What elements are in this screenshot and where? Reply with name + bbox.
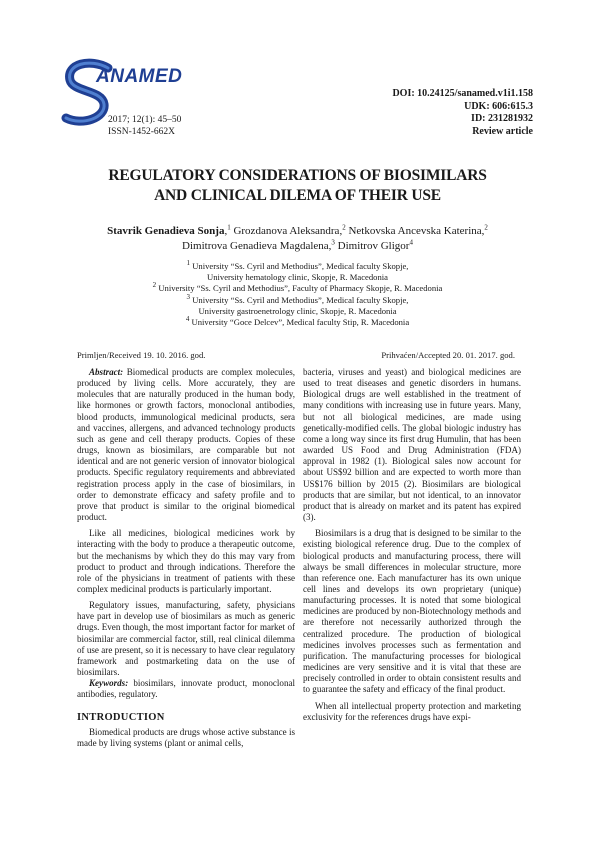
title-line-2: AND CLINICAL DILEMA OF THEIR USE xyxy=(154,187,441,204)
author-1: Stavrik Genadieva Sonja xyxy=(107,225,225,237)
affiliation-1 xyxy=(60,261,535,272)
received-date: Primljen/Received 19. 10. 2016. god. xyxy=(77,350,206,360)
accepted-date: Prihvaćen/Accepted 20. 01. 2017. god. xyxy=(381,350,515,360)
udk: UDK: 606:615.3 xyxy=(464,100,533,112)
author-4: Dimitrova Genadieva Magdalena, xyxy=(182,240,332,252)
right-column xyxy=(303,367,521,723)
intro-paragraph: Biomedical products are drugs whose active substance is made by living systems (plant or animal cells, xyxy=(77,726,295,748)
affiliation-2 xyxy=(60,283,535,294)
affiliation-1-cont: University hematology clinic, Skopje, R. Macedonia xyxy=(207,272,388,283)
affiliation-3 xyxy=(60,292,535,306)
doi: DOI: 10.24125/sanamed.v1i1.158 xyxy=(392,88,533,99)
affiliation-sup: 3 xyxy=(186,292,191,301)
abstract-paragraph-3: Regulatory issues, manufacturing, safety, physicians have part in develop use of biosimilars as much as generic drugs. Even though, the most important factor for market of biosimilar are commercial factor, still, real clinical dilemma of use are present, so it is necessary to have clear regulatory framework and postmarketing data on the use of biosimilars. xyxy=(77,600,295,678)
affiliation-sup: 4 xyxy=(185,315,190,324)
abstract-text: Biomedical products are complex molecules, produced by living cells. More accurately, they are molecules that are naturally produced in the human body, like hormones or growth factors, monoclonal antibodies, blood products, immunological medicinal products, sera and vaccines, allergens, and advanced technology products such as gene and cell therapy products. Copies of these drugs, known as biosimilars, are comparable but not identical and are not generic version of innovator biological products. Specific regulatory requirements and abbreviated registration process apply in the case of biosimilars, in order to demonstrate efficacy and safety profile and to prove that product is similar to the original biomedical product. xyxy=(77,367,295,523)
keywords-paragraph xyxy=(77,678,295,700)
journal-citation xyxy=(108,115,181,138)
article-title xyxy=(60,166,535,206)
body-paragraph-1: bacteria, viruses and yeast) and biological medicines are used to treat diseases and genetic disorders in humans. Biological drugs are well established in the treatment of many conditions with increasing use in future years. Many, but not all biological medicines, are made using genetically-modified cells. The global biologic industry has come a long way since its first drug Humulin, that has been awarded US Food and Drug Administration (FDA) approval in 1982 (1). Biological sales now account for about US$92 billion and are expected to worth more than US$176 billion by 2015 (2). Biosimilars are biological products that are similar, but not identical, to an innovator product that is already on market and its patent has expired (3). xyxy=(303,367,521,523)
issn-line: ISSN-1452-662X xyxy=(108,126,176,137)
section-heading-introduction: INTRODUCTION xyxy=(77,711,165,723)
author-2: Grozdanova Aleksandra, xyxy=(233,225,343,237)
author-2-sup: 2 xyxy=(342,223,346,232)
body-paragraph-3: When all intellectual property protection and marketing exclusivity for the references drugs have expi- xyxy=(303,700,521,722)
author-3-sup: 2 xyxy=(484,223,488,232)
author-list: Stavrik Genadieva Sonja,$^1$ Grozdanova Aleksandra,$^2$ Netkovska Ancevska Katerina,$^2$ Dimitrova Genadieva Magdalena,$^3$ Dimitrov Gligor$^4$ xyxy=(107,223,488,252)
article-id: ID: 231281932 xyxy=(471,113,533,124)
keywords-text: biosimilars, innovate product, monoclonal antibodies, regulatory. xyxy=(77,678,295,700)
author-1-sup: 1 xyxy=(227,223,231,232)
article-type: Review article xyxy=(472,125,533,137)
left-column xyxy=(77,367,295,749)
logo-wordmark: ANAMED xyxy=(96,66,183,87)
affiliation-text: University “Ss. Cyril and Methodius”, Medical faculty Skopje, xyxy=(192,261,409,271)
affiliation-sup: 2 xyxy=(152,281,157,290)
author-5-sup: 4 xyxy=(409,238,413,247)
author-5: Dimitrov Gligor xyxy=(337,240,410,252)
affiliation-text: University “Goce Delcev”, Medical faculty Stip, R. Macedonia xyxy=(191,317,410,328)
article-identifiers xyxy=(392,88,533,138)
abstract-paragraph xyxy=(77,367,295,523)
affiliation-text: University “Ss. Cyril and Methodius”, Medical faculty Skopje, xyxy=(192,294,409,305)
abstract-paragraph-2: Like all medicines, biological medicines work by interacting with the body to produce a therapeutic outcome, but the mechanisms by which they do this may vary from product to product and through indications. Therefore the role of the physicians in treatment of patients with these complex medicinal products is particularly important. xyxy=(77,528,295,594)
abstract-label: Abstract: xyxy=(89,367,124,377)
keywords-label: Keywords: xyxy=(89,678,129,689)
title-line-1: REGULATORY CONSIDERATIONS OF BIOSIMILARS xyxy=(108,167,487,184)
body-paragraph-2: Biosimilars is a drug that is designed to be similar to the existing biological reference drug. Due to the complex of biological products and manufacturing process, there will always be small differences in molecular structure, more than reference one. Each manufacturer has its own unique cell lines and develops its own proprietary (unique) manufacturing processes. It is noted that some biological medicines are produced by non-Biotechnology methods and are therefore not necessarily authorized through the centralized procedure. The production of biological medicines involves processes such as fermentation and purification. The manufacturing processes for biological medicines are very sensitive and it is vital that these are precisely controlled in order to obtain consistent results and to guarantee the safety and efficacy of the final product. xyxy=(303,528,521,695)
author-3: Netkovska Ancevska Katerina, xyxy=(348,225,485,237)
citation-line: 2017; 12(1): 45–50 xyxy=(108,115,182,125)
affiliation-4 xyxy=(60,317,535,328)
affiliation-sup: 1 xyxy=(186,259,191,268)
affiliation-3-cont: University gastroenetrology clinic, Skopje, R. Macedonia xyxy=(198,305,397,316)
author-4-sup: 3 xyxy=(331,238,335,247)
affiliation-text: University “Ss. Cyril and Methodius”, Faculty of Pharmacy Skopje, R. Macedonia xyxy=(158,283,443,294)
affiliations xyxy=(60,261,535,328)
